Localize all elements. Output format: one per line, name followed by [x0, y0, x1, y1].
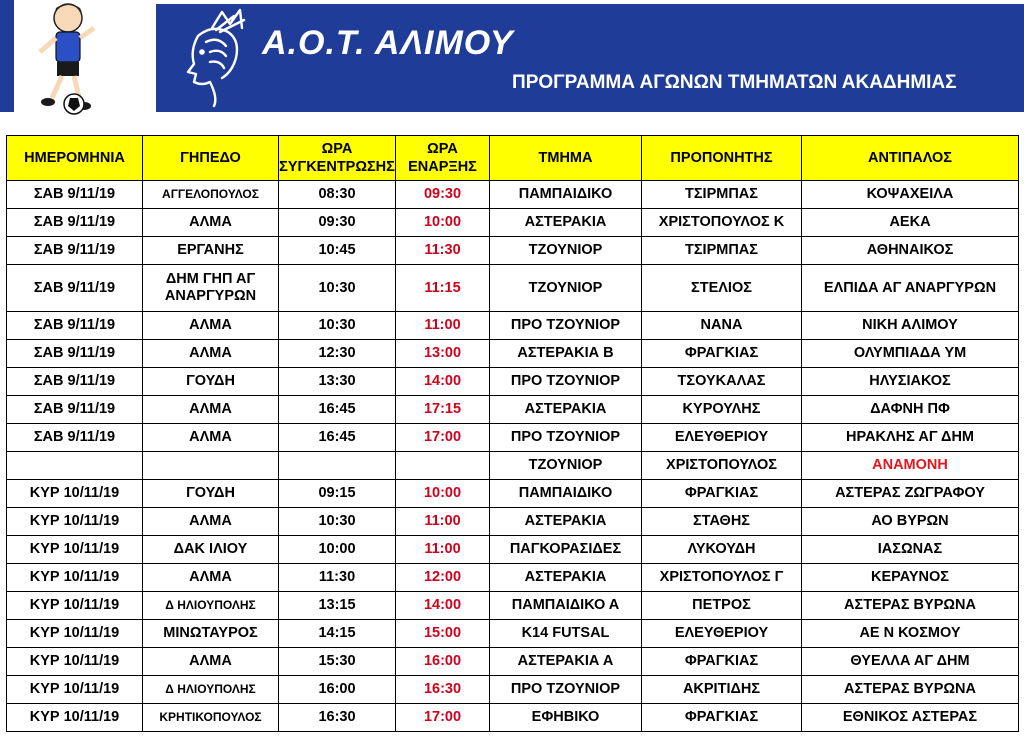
table-row — [7, 536, 1019, 564]
cell-team: ΠΡΟ ΤΖΟΥΝΙΟΡ — [490, 312, 642, 340]
cell-opponent: ΑΣΤΕΡΑΣ ΒΥΡΩΝΑ — [802, 592, 1019, 620]
cell-date: ΚΥΡ 10/11/19 — [7, 508, 143, 536]
cell-meet-time: 10:30 — [279, 265, 396, 312]
cell-team: ΤΖΟΥΝΙΟΡ — [490, 452, 642, 480]
cell-meet-time: 08:30 — [279, 181, 396, 209]
table-row — [7, 237, 1019, 265]
cell-start-time: 11:00 — [396, 536, 490, 564]
cell-meet-time: 15:30 — [279, 648, 396, 676]
cell-field: ΑΓΓΕΛΟΠΟΥΛΟΣ — [143, 181, 279, 209]
cell-date: ΚΥΡ 10/11/19 — [7, 592, 143, 620]
table-row — [7, 209, 1019, 237]
cell-team: ΑΣΤΕΡΑΚΙΑ — [490, 209, 642, 237]
cell-coach: ΦΡΑΓΚΙΑΣ — [642, 340, 802, 368]
cell-opponent: ΑΟ ΒΥΡΩΝ — [802, 508, 1019, 536]
table-row — [7, 452, 1019, 480]
cell-opponent: ΝΙΚΗ ΑΛΙΜΟΥ — [802, 312, 1019, 340]
cell-date: ΚΥΡ 10/11/19 — [7, 480, 143, 508]
cell-start-time: 11:00 — [396, 312, 490, 340]
cell-date — [7, 452, 143, 480]
club-name-title: Α.Ο.Τ. ΑΛΙΜΟΥ — [262, 24, 514, 62]
cell-start-time: 17:00 — [396, 424, 490, 452]
cell-team: Κ14 FUTSAL — [490, 620, 642, 648]
cell-coach: ΦΡΑΓΚΙΑΣ — [642, 648, 802, 676]
cell-field: ΑΛΜΑ — [143, 424, 279, 452]
cell-opponent: ΕΘΝΙΚΟΣ ΑΣΤΕΡΑΣ — [802, 704, 1019, 732]
cell-meet-time: 09:30 — [279, 209, 396, 237]
cell-coach: ΠΕΤΡΟΣ — [642, 592, 802, 620]
cell-opponent: ΚΕΡΑΥΝΟΣ — [802, 564, 1019, 592]
cell-meet-time: 16:00 — [279, 676, 396, 704]
cell-meet-time: 10:30 — [279, 312, 396, 340]
cell-team: ΑΣΤΕΡΑΚΙΑ Β — [490, 340, 642, 368]
cell-date: ΣΑΒ 9/11/19 — [7, 265, 143, 312]
cell-opponent: ΑΣΤΕΡΑΣ ΒΥΡΩΝΑ — [802, 676, 1019, 704]
cell-meet-time — [279, 452, 396, 480]
cell-team: ΑΣΤΕΡΑΚΙΑ — [490, 396, 642, 424]
table-row — [7, 181, 1019, 209]
cell-field: ΓΟΥΔΗ — [143, 480, 279, 508]
cell-opponent: ΗΛΥΣΙΑΚΟΣ — [802, 368, 1019, 396]
cell-start-time: 14:00 — [396, 368, 490, 396]
cell-team: ΠΑΓΚΟΡΑΣΙΔΕΣ — [490, 536, 642, 564]
cell-start-time: 10:00 — [396, 480, 490, 508]
cell-meet-time: 14:15 — [279, 620, 396, 648]
cell-opponent: ΔΑΦΝΗ ΠΦ — [802, 396, 1019, 424]
column-header-team: ΤΜΗΜΑ — [490, 136, 642, 181]
cell-date: ΣΑΒ 9/11/19 — [7, 340, 143, 368]
column-header-date: ΗΜΕΡΟΜΗΝΙΑ — [7, 136, 143, 181]
cell-date: ΣΑΒ 9/11/19 — [7, 209, 143, 237]
cell-meet-time: 13:30 — [279, 368, 396, 396]
cell-meet-time: 16:45 — [279, 424, 396, 452]
cell-field: ΔΗΜ ΓΗΠ ΑΓ ΑΝΑΡΓΥΡΩΝ — [143, 265, 279, 312]
cell-meet-time: 13:15 — [279, 592, 396, 620]
cell-meet-time: 10:00 — [279, 536, 396, 564]
cell-field: ΔΑΚ ΙΛΙΟΥ — [143, 536, 279, 564]
cell-start-time: 14:00 — [396, 592, 490, 620]
table-row — [7, 340, 1019, 368]
cell-field: ΕΡΓΑΝΗΣ — [143, 237, 279, 265]
cell-start-time: 11:00 — [396, 508, 490, 536]
cell-team: ΠΡΟ ΤΖΟΥΝΙΟΡ — [490, 676, 642, 704]
cell-opponent-standby: ΑΝΑΜΟΝΗ — [802, 452, 1019, 480]
cell-date: ΚΥΡ 10/11/19 — [7, 676, 143, 704]
table-row — [7, 480, 1019, 508]
cell-start-time: 17:15 — [396, 396, 490, 424]
cell-coach: ΤΣΙΡΜΠΑΣ — [642, 237, 802, 265]
table-row — [7, 312, 1019, 340]
cell-date: ΣΑΒ 9/11/19 — [7, 368, 143, 396]
cell-date: ΣΑΒ 9/11/19 — [7, 237, 143, 265]
cell-team: ΠΑΜΠΑΙΔΙΚΟ — [490, 181, 642, 209]
cell-coach: ΤΣΙΡΜΠΑΣ — [642, 181, 802, 209]
cell-field: Δ ΗΛΙΟΥΠΟΛΗΣ — [143, 676, 279, 704]
cell-field: ΓΟΥΔΗ — [143, 368, 279, 396]
cell-start-time — [396, 452, 490, 480]
cell-meet-time: 09:15 — [279, 480, 396, 508]
cell-coach: ΚΥΡΟΥΛΗΣ — [642, 396, 802, 424]
cell-coach: ΝΑΝΑ — [642, 312, 802, 340]
cell-team: ΑΣΤΕΡΑΚΙΑ — [490, 508, 642, 536]
cell-team: ΠΡΟ ΤΖΟΥΝΙΟΡ — [490, 368, 642, 396]
cell-date: ΚΥΡ 10/11/19 — [7, 648, 143, 676]
cell-meet-time: 12:30 — [279, 340, 396, 368]
cell-opponent: ΗΡΑΚΛΗΣ ΑΓ ΔΗΜ — [802, 424, 1019, 452]
cell-team: ΠΑΜΠΑΙΔΙΚΟ — [490, 480, 642, 508]
cell-meet-time: 16:30 — [279, 704, 396, 732]
cell-date: ΣΑΒ 9/11/19 — [7, 181, 143, 209]
cell-coach: ΣΤΑΘΗΣ — [642, 508, 802, 536]
cell-date: ΚΥΡ 10/11/19 — [7, 620, 143, 648]
table-row — [7, 265, 1019, 312]
left-accent-bar — [0, 0, 14, 112]
cell-coach: ΕΛΕΥΘΕΡΙΟΥ — [642, 620, 802, 648]
cell-start-time: 11:15 — [396, 265, 490, 312]
cell-field: ΑΛΜΑ — [143, 564, 279, 592]
cell-start-time: 15:00 — [396, 620, 490, 648]
cell-team: ΠΑΜΠΑΙΔΙΚΟ Α — [490, 592, 642, 620]
cell-opponent: ΑΕΚΑ — [802, 209, 1019, 237]
cell-coach: ΤΣΟΥΚΑΛΑΣ — [642, 368, 802, 396]
cell-opponent: ΘΥΕΛΛΑ ΑΓ ΔΗΜ — [802, 648, 1019, 676]
table-row — [7, 564, 1019, 592]
cell-team: ΠΡΟ ΤΖΟΥΝΙΟΡ — [490, 424, 642, 452]
cell-opponent: ΑΣΤΕΡΑΣ ΖΩΓΡΑΦΟΥ — [802, 480, 1019, 508]
cell-start-time: 12:00 — [396, 564, 490, 592]
table-row — [7, 620, 1019, 648]
table-header-row — [7, 136, 1019, 181]
cell-coach: ΧΡΙΣΤΟΠΟΥΛΟΣ — [642, 452, 802, 480]
cell-coach: ΛΥΚΟΥΔΗ — [642, 536, 802, 564]
table-row — [7, 424, 1019, 452]
cell-opponent: ΕΛΠΙΔΑ ΑΓ ΑΝΑΡΓΥΡΩΝ — [802, 265, 1019, 312]
table-row — [7, 368, 1019, 396]
column-header-field: ΓΗΠΕΔΟ — [143, 136, 279, 181]
cell-start-time: 17:00 — [396, 704, 490, 732]
column-header-start-time: ΩΡΑ ΕΝΑΡΞΗΣ — [396, 136, 490, 181]
cell-team: ΤΖΟΥΝΙΟΡ — [490, 237, 642, 265]
cell-date: ΣΑΒ 9/11/19 — [7, 396, 143, 424]
cell-opponent: ΙΑΣΩΝΑΣ — [802, 536, 1019, 564]
cell-opponent: ΑΕ Ν ΚΟΣΜΟΥ — [802, 620, 1019, 648]
cell-meet-time: 16:45 — [279, 396, 396, 424]
table-row — [7, 676, 1019, 704]
cell-opponent: ΚΟΨΑΧΕΙΛΑ — [802, 181, 1019, 209]
cell-field: ΑΛΜΑ — [143, 508, 279, 536]
cell-field: ΑΛΜΑ — [143, 648, 279, 676]
cell-meet-time: 10:30 — [279, 508, 396, 536]
cell-field: ΑΛΜΑ — [143, 209, 279, 237]
mascot-football-player-icon — [28, 0, 108, 118]
cell-field — [143, 452, 279, 480]
table-row — [7, 648, 1019, 676]
table-row — [7, 508, 1019, 536]
table-row — [7, 592, 1019, 620]
column-header-opponent: ΑΝΤΙΠΑΛΟΣ — [802, 136, 1019, 181]
cell-field: ΑΛΜΑ — [143, 396, 279, 424]
cell-field: Δ ΗΛΙΟΥΠΟΛΗΣ — [143, 592, 279, 620]
cell-start-time: 16:30 — [396, 676, 490, 704]
cell-coach: ΑΚΡΙΤΙΔΗΣ — [642, 676, 802, 704]
cell-date: ΚΥΡ 10/11/19 — [7, 564, 143, 592]
cell-coach: ΦΡΑΓΚΙΑΣ — [642, 704, 802, 732]
cell-meet-time: 10:45 — [279, 237, 396, 265]
schedule-subtitle: ΠΡΟΓΡΑΜΜΑ ΑΓΩΝΩΝ ΤΜΗΜΑΤΩΝ ΑΚΑΔΗΜΙΑΣ — [512, 72, 957, 93]
cell-start-time: 10:00 — [396, 209, 490, 237]
table-row — [7, 704, 1019, 732]
cell-date: ΚΥΡ 10/11/19 — [7, 536, 143, 564]
cell-field: ΚΡΗΤΙΚΟΠΟΥΛΟΣ — [143, 704, 279, 732]
cell-date: ΣΑΒ 9/11/19 — [7, 424, 143, 452]
cell-start-time: 09:30 — [396, 181, 490, 209]
cell-opponent: ΑΘΗΝΑΙΚΟΣ — [802, 237, 1019, 265]
table-row — [7, 396, 1019, 424]
cell-coach: ΦΡΑΓΚΙΑΣ — [642, 480, 802, 508]
cell-field: ΑΛΜΑ — [143, 312, 279, 340]
cell-field: ΜΙΝΩΤΑΥΡΟΣ — [143, 620, 279, 648]
cell-opponent: ΟΛΥΜΠΙΑΔΑ ΥΜ — [802, 340, 1019, 368]
cell-coach: ΕΛΕΥΘΕΡΙΟΥ — [642, 424, 802, 452]
cell-team: ΑΣΤΕΡΑΚΙΑ Α — [490, 648, 642, 676]
hermes-head-logo-icon — [160, 6, 256, 110]
cell-coach: ΧΡΙΣΤΟΠΟΥΛΟΣ Κ — [642, 209, 802, 237]
cell-date: ΚΥΡ 10/11/19 — [7, 704, 143, 732]
cell-team: ΤΖΟΥΝΙΟΡ — [490, 265, 642, 312]
cell-meet-time: 11:30 — [279, 564, 396, 592]
cell-coach: ΧΡΙΣΤΟΠΟΥΛΟΣ Γ — [642, 564, 802, 592]
match-schedule-table — [6, 135, 1019, 732]
cell-date: ΣΑΒ 9/11/19 — [7, 312, 143, 340]
column-header-coach: ΠΡΟΠΟΝΗΤΗΣ — [642, 136, 802, 181]
cell-coach: ΣΤΕΛΙΟΣ — [642, 265, 802, 312]
cell-field: ΑΛΜΑ — [143, 340, 279, 368]
cell-start-time: 13:00 — [396, 340, 490, 368]
cell-team: ΕΦΗΒΙΚΟ — [490, 704, 642, 732]
cell-start-time: 11:30 — [396, 237, 490, 265]
cell-start-time: 16:00 — [396, 648, 490, 676]
cell-team: ΑΣΤΕΡΑΚΙΑ — [490, 564, 642, 592]
column-header-meet-time: ΩΡΑ ΣΥΓΚΕΝΤΡΩΣΗΣ — [279, 136, 396, 181]
